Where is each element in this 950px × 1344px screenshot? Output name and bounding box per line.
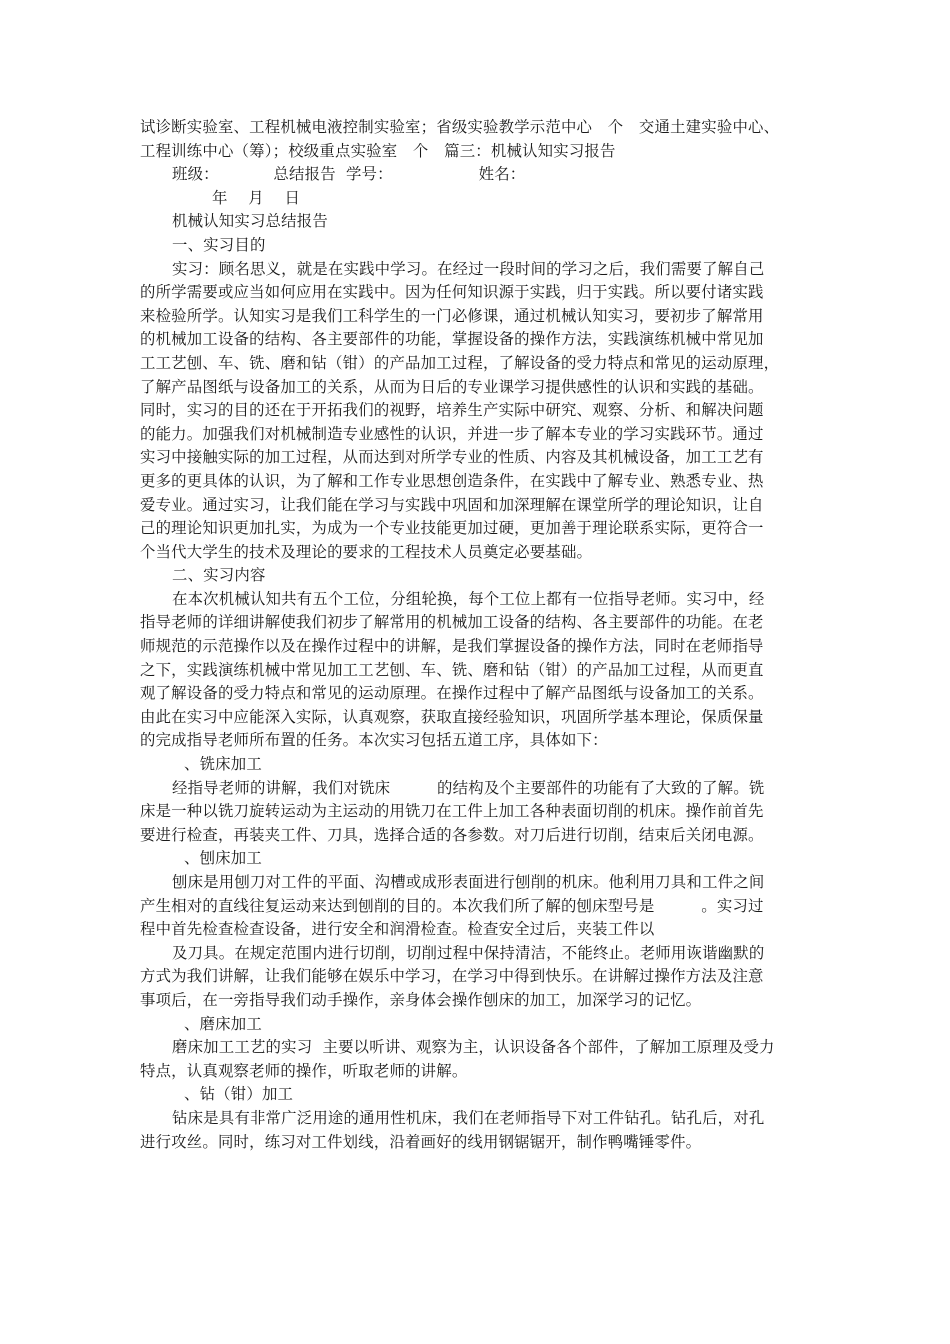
text-line: 在本次机械认知共有五个工位，分组轮换，每个工位上都有一位指导老师。实习中，经: [172, 589, 765, 608]
text-line: 方式为我们讲解，让我们能够在娱乐中学习，在学习中得到快乐。在讲解过操作方法及注意: [140, 967, 764, 986]
text-line: 个当代大学生的技术及理论的要求的工程技术人员奠定必要基础。: [140, 542, 593, 561]
text-line: 观了解设备的受力特点和常见的运动原理。在操作过程中了解产品图纸与设备加工的关系。: [140, 684, 764, 703]
text-line: 程中首先检查检查设备，进行安全和润滑检查。检查安全过后，夹装工件以: [140, 920, 655, 939]
text-line: 工程训练中心（筹）；校级重点实验室 个 篇三：机械认知实习报告: [140, 141, 616, 160]
text-line: 磨床加工工艺的实习 主要以听讲、观察为主，认识设备各个部件，了解加工原理及受力: [172, 1038, 775, 1057]
text-line: 由此在实习中应能深入实际，认真观察，获取直接经验知识，巩固所学基本理论，保质保量: [140, 707, 764, 726]
text-line: 更多的更具体的认识，为了解和工作专业思想创造条件，在实践中了解专业、熟悉专业、热: [140, 471, 764, 490]
text-line: 经指导老师的讲解，我们对铣床 的结构及个主要部件的功能有了大致的了解。铣: [172, 778, 765, 797]
text-line: 机械认知实习总结报告: [172, 212, 328, 231]
text-line: 刨床是用刨刀对工件的平面、沟槽或成形表面进行刨削的机床。他利用刀具和工件之间: [172, 873, 765, 891]
text-line: 的能力。加强我们对机械制造专业感性的认识，并进一步了解本专业的学习实践环节。通过: [140, 424, 764, 443]
text-line: 产生相对的直线往复运动来达到刨削的目的。本次我们所了解的刨床型号是 。实习过: [140, 896, 764, 915]
document-body: [140, 116, 816, 1154]
text-line: 指导老师的详细讲解使我们初步了解常用的机械加工设备的结构、各主要部件的功能。在老: [140, 613, 764, 632]
text-line: 来检验所学。认知实习是我们工科学生的一门必修课，通过机械认知实习，要初步了解常用: [140, 306, 764, 325]
text-line: 、钻（钳）加工: [184, 1085, 294, 1104]
text-line: 工工艺刨、车、铣、磨和钻（钳）的产品加工过程，了解设备的受力特点和常见的运动原理，: [140, 353, 780, 372]
text-line: 、磨床加工: [184, 1014, 262, 1033]
text-line: 特点，认真观察老师的操作，听取老师的讲解。: [140, 1061, 468, 1080]
text-line: 班级： 总结报告 学号： 姓名：: [172, 165, 526, 184]
text-line: 之下，实践演练机械中常见加工工艺刨、车、铣、磨和钻（钳）的产品加工过程，从而更直: [140, 660, 764, 679]
text-line: 一、实习目的: [172, 235, 266, 254]
text-line: 、铣床加工: [184, 755, 262, 774]
text-line: 的所学需要或应当如何应用在实践中。因为任何知识源于实践，归于实践。所以要付诸实践: [140, 283, 764, 302]
text-line: 年 月 日: [212, 188, 301, 207]
text-line: 进行攻丝。同时，练习对工件划线，沿着画好的线用钢锯锯开，制作鸭嘴锤零件。: [140, 1132, 702, 1151]
text-line: 及刀具。在规定范围内进行切削，切削过程中保持清洁，不能终止。老师用诙谐幽默的: [172, 943, 765, 962]
text-line: 的机械加工设备的结构、各主要部件的功能，掌握设备的操作方法，实践演练机械中常见加: [140, 330, 764, 349]
text-line: 己的理论知识更加扎实，为成为一个专业技能更加过硬，更加善于理论联系实际，更符合一: [140, 519, 764, 538]
text-line: 床是一种以铣刀旋转运动为主运动的用铣刀在工件上加工各种表面切削的机床。操作前首先: [140, 802, 764, 821]
text-line: 二、实习内容: [172, 566, 266, 585]
text-line: 、刨床加工: [184, 849, 262, 868]
text-line: 爱专业。通过实习，让我们能在学习与实践中巩固和加深理解在课堂所学的理论知识，让自: [140, 495, 764, 514]
text-line: 试诊断实验室、工程机械电液控制实验室；省级实验教学示范中心 个 交通土建实验中心、: [140, 118, 780, 136]
text-line: 钻床是具有非常广泛用途的通用性机床，我们在老师指导下对工件钻孔。钻孔后，对孔: [172, 1108, 765, 1127]
text-line: 了解产品图纸与设备加工的关系，从而为日后的专业课学习提供感性的认识和实践的基础。: [140, 377, 764, 396]
text-line: 事项后，在一旁指导我们动手操作，亲身体会操作刨床的加工，加深学习的记忆。: [140, 990, 702, 1009]
text-line: 要进行检查，再装夹工件、刀具，选择合适的各参数。对刀后进行切削，结束后关闭电源。: [140, 825, 764, 844]
text-line: 的完成指导老师所布置的任务。本次实习包括五道工序，具体如下：: [140, 731, 608, 750]
text-line: 实习：顾名思义，就是在实践中学习。在经过一段时间的学习之后，我们需要了解自己: [172, 259, 765, 278]
text-line: 实习中接触实际的加工过程，从而达到对所学专业的性质、内容及其机械设备，加工工艺有: [140, 448, 764, 467]
text-line: 同时，实习的目的还在于开拓我们的视野，培养生产实际中研究、观察、分析、和解决问题: [140, 401, 764, 420]
text-line: 师规范的示范操作以及在操作过程中的讲解，是我们掌握设备的操作方法，同时在老师指导: [140, 637, 764, 656]
